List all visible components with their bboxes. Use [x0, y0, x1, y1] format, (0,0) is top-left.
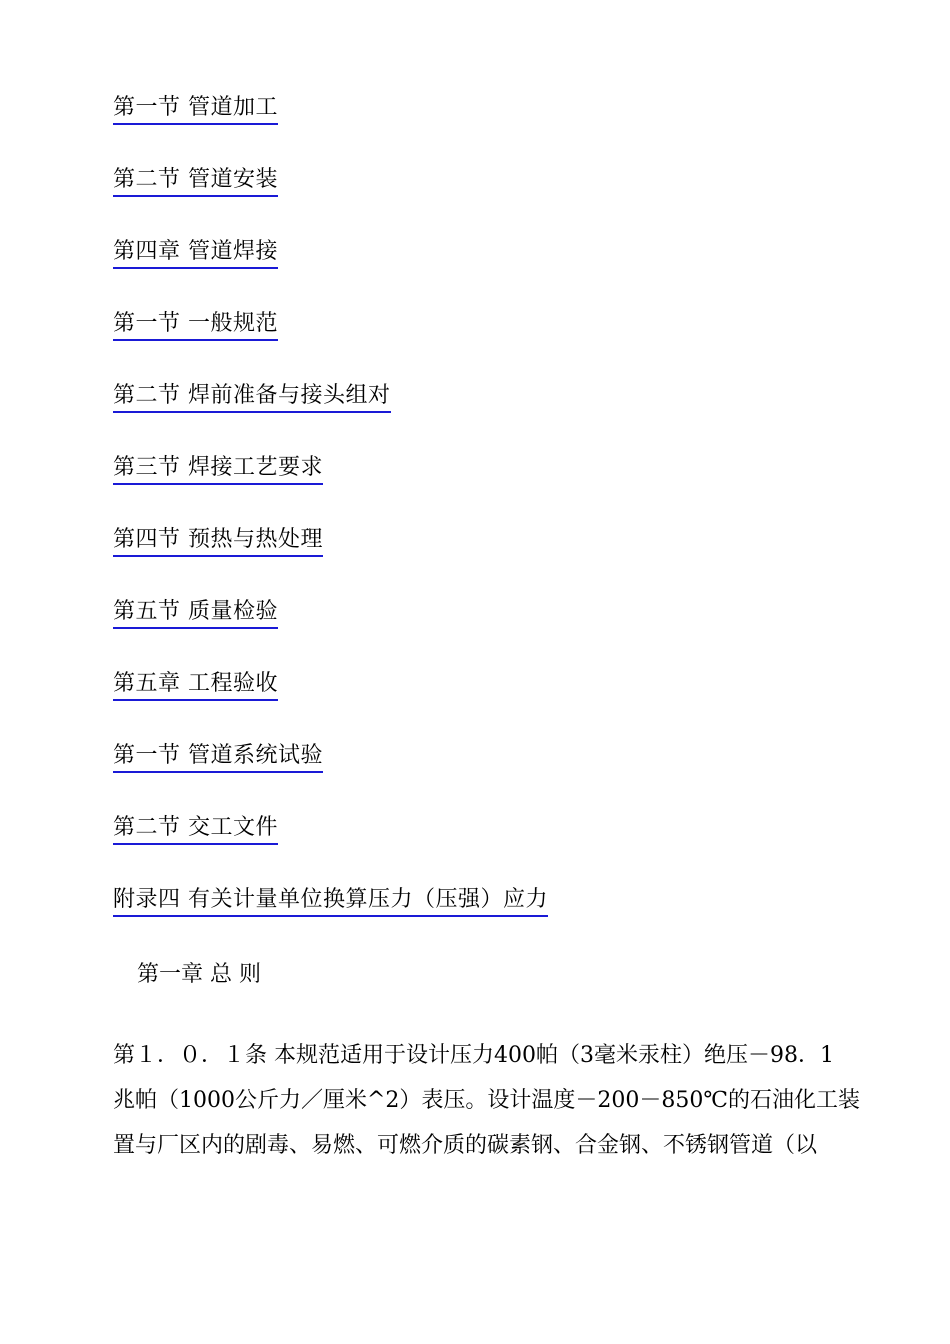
toc-link-section-2-pipe-installation[interactable]: 第二节 管道安装	[113, 165, 278, 197]
toc-item	[113, 669, 548, 741]
toc-item	[113, 309, 548, 381]
toc-item	[113, 597, 548, 669]
toc-link-section-2-preweld-prep[interactable]: 第二节 焊前准备与接头组对	[113, 381, 391, 413]
toc-item	[113, 93, 548, 165]
chapter-heading: 第一章 总 则	[137, 962, 261, 987]
toc-link-chapter-4-pipe-welding[interactable]: 第四章 管道焊接	[113, 237, 278, 269]
toc-item	[113, 525, 548, 597]
toc-link-chapter-5-acceptance[interactable]: 第五章 工程验收	[113, 669, 278, 701]
toc-link-section-5-quality-inspection[interactable]: 第五节 质量检验	[113, 597, 278, 629]
toc-link-section-1-system-test[interactable]: 第一节 管道系统试验	[113, 741, 323, 773]
toc-link-section-1-general[interactable]: 第一节 一般规范	[113, 309, 278, 341]
toc-item	[113, 381, 548, 453]
body-line: 第１．０．１条 本规范适用于设计压力400帕（3毫米汞柱）绝压－98．1	[113, 1043, 834, 1068]
toc-link-section-4-preheat[interactable]: 第四节 预热与热处理	[113, 525, 323, 557]
toc-link-section-2-handover-docs[interactable]: 第二节 交工文件	[113, 813, 278, 845]
body-paragraph	[113, 1033, 861, 1168]
toc-item	[113, 165, 548, 237]
table-of-contents	[113, 93, 548, 957]
toc-item	[113, 885, 548, 957]
toc-item	[113, 813, 548, 885]
body-line: 兆帕（1000公斤力／厘米^2）表压。设计温度－200－850℃的石油化工装	[113, 1088, 861, 1113]
body-line: 置与厂区内的剧毒、易燃、可燃介质的碳素钢、合金钢、不锈钢管道（以	[113, 1133, 818, 1158]
toc-item	[113, 237, 548, 309]
toc-item	[113, 741, 548, 813]
toc-link-section-1-pipe-processing[interactable]: 第一节 管道加工	[113, 93, 278, 125]
toc-link-section-3-welding-process[interactable]: 第三节 焊接工艺要求	[113, 453, 323, 485]
toc-link-appendix-4-unit-conversion[interactable]: 附录四 有关计量单位换算压力（压强）应力	[113, 885, 548, 917]
toc-item	[113, 453, 548, 525]
